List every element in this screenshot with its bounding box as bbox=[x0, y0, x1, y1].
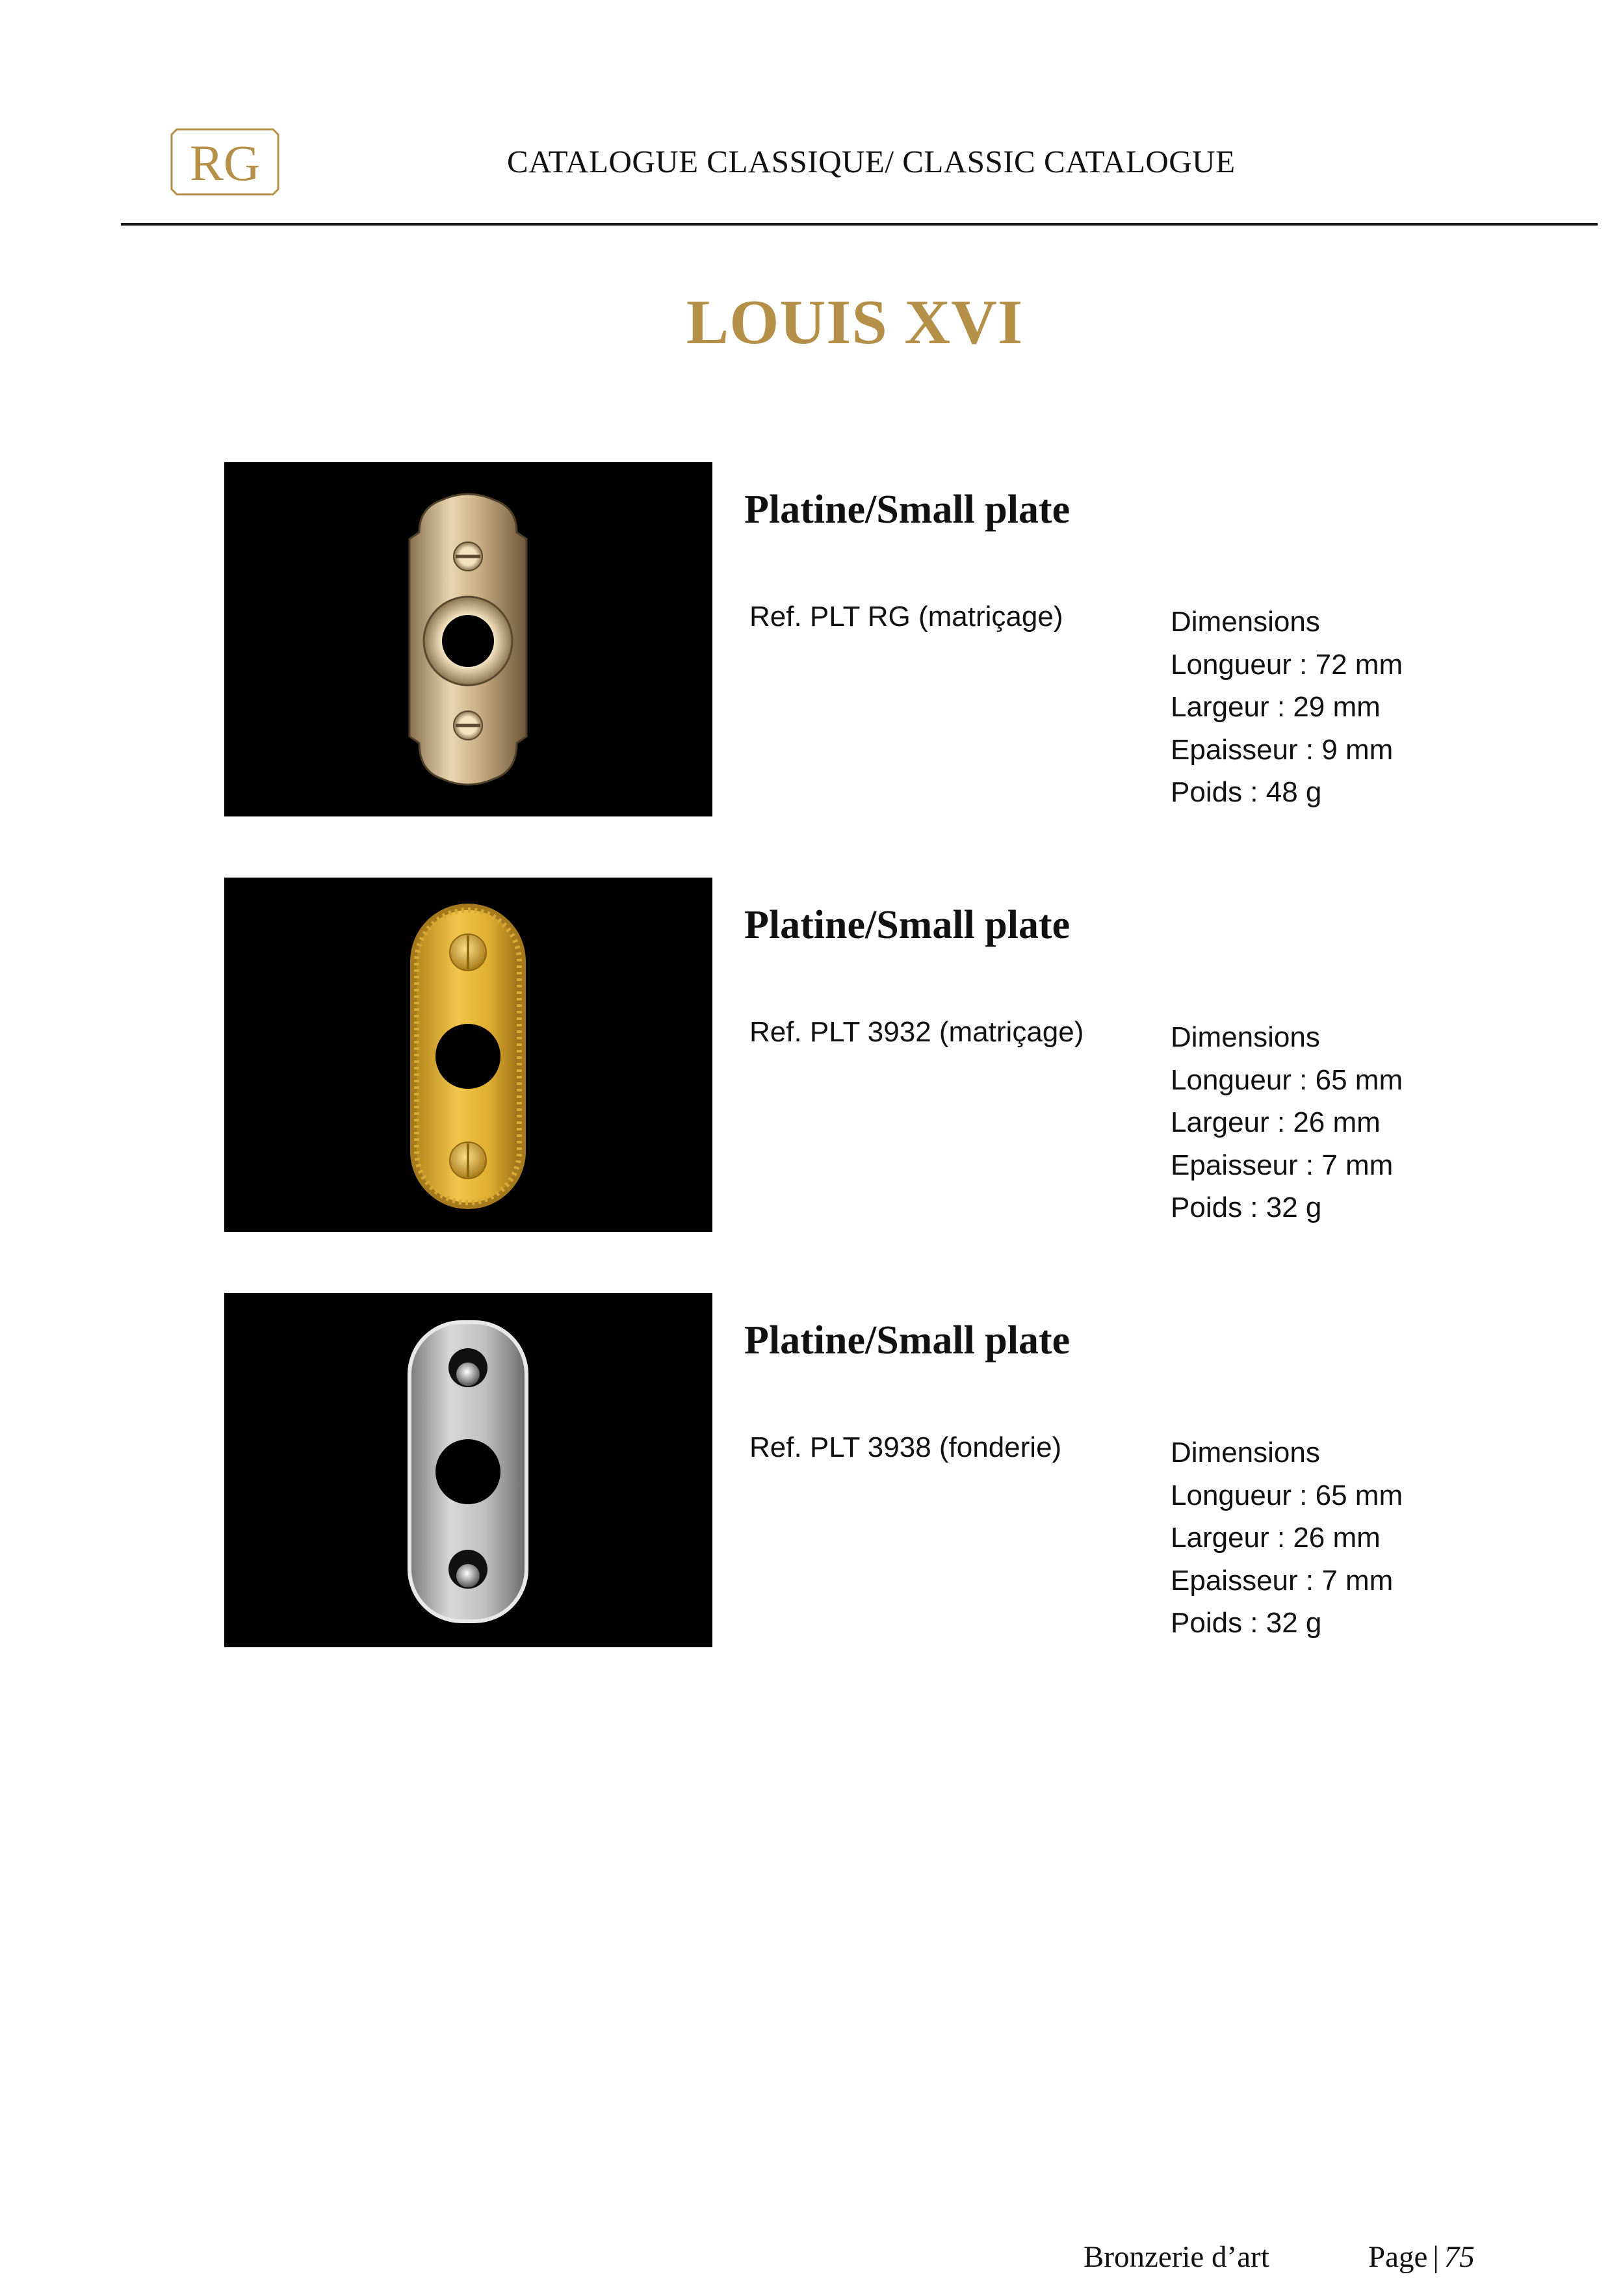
specs-heading: Dimensions bbox=[1171, 606, 1320, 638]
spec-length: Longueur : 65 mm bbox=[1171, 1063, 1403, 1096]
product-ref: Ref. PLT 3938 (fonderie) bbox=[749, 1431, 1062, 1463]
product-specs bbox=[1171, 601, 1403, 814]
silver-cast-plate-photo bbox=[224, 1293, 712, 1647]
catalogue-title: CATALOGUE CLASSIQUE/ CLASSIC CATALOGUE bbox=[507, 144, 1236, 179]
spec-length: Longueur : 65 mm bbox=[1171, 1479, 1403, 1511]
product-specs bbox=[1171, 1016, 1403, 1229]
spec-length: Longueur : 72 mm bbox=[1171, 648, 1403, 681]
product-specs bbox=[1171, 1431, 1403, 1645]
rg-logo-icon bbox=[170, 128, 279, 196]
page-number bbox=[1368, 2239, 1475, 2275]
product-name: Platine/Small plate bbox=[744, 903, 1071, 947]
spec-weight: Poids : 32 g bbox=[1171, 1607, 1322, 1639]
product-ref: Ref. PLT 3932 (matriçage) bbox=[749, 1016, 1084, 1048]
page-label: Page bbox=[1368, 2240, 1428, 2274]
product-ref: Ref. PLT RG (matriçage) bbox=[749, 601, 1063, 633]
product-name: Platine/Small plate bbox=[744, 488, 1071, 532]
spec-width: Largeur : 29 mm bbox=[1171, 691, 1381, 723]
spec-thickness: Epaisseur : 7 mm bbox=[1171, 1149, 1394, 1181]
spec-weight: Poids : 32 g bbox=[1171, 1192, 1322, 1223]
gold-beaded-plate-photo bbox=[224, 878, 712, 1232]
spec-width: Largeur : 26 mm bbox=[1171, 1522, 1381, 1554]
specs-heading: Dimensions bbox=[1171, 1437, 1320, 1468]
specs-heading: Dimensions bbox=[1171, 1021, 1320, 1053]
spec-weight: Poids : 48 g bbox=[1171, 776, 1322, 808]
brass-plate-photo bbox=[224, 462, 712, 816]
spec-thickness: Epaisseur : 7 mm bbox=[1171, 1564, 1394, 1597]
header-divider bbox=[121, 223, 1598, 226]
logo-text: RG bbox=[189, 135, 261, 191]
page-separator: | bbox=[1433, 2240, 1439, 2274]
page-title: LOUIS XVI bbox=[686, 287, 1024, 358]
spec-width: Largeur : 26 mm bbox=[1171, 1106, 1381, 1138]
footer-brand: Bronzerie d’art bbox=[1084, 2240, 1269, 2274]
product-name: Platine/Small plate bbox=[744, 1318, 1071, 1363]
page-number-value: 75 bbox=[1444, 2240, 1475, 2274]
spec-thickness: Epaisseur : 9 mm bbox=[1171, 733, 1394, 766]
